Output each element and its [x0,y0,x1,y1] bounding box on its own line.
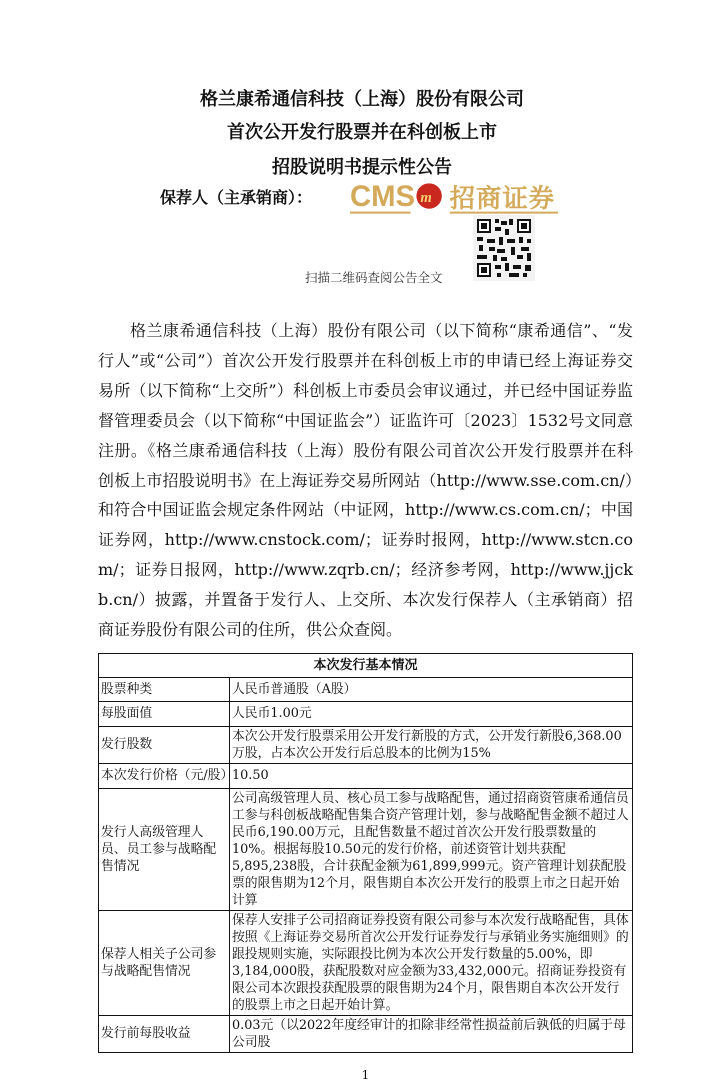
row-value: 公司高级管理人员、核心员工参与战略配售，通过招商资管康希通信员工参与科创板战略配售集合资产管理计划，参与战略配售金额不超过人民币6,190.00万元，且配售数量不超过首次公开发行股票数量的10%。根据每股10.50元的发行价格，前述资管计划共获配5,895,238股，合计获配金额为61,899,999元。资产管理计划获配股票的限售期为12个月，限售期自本次公开发行的股票上市之日起开始计算 [230,788,633,910]
title-line-1: 格兰康希通信科技（上海）股份有限公司 [200,89,524,110]
announcement-paragraph: 格兰康希通信科技（上海）股份有限公司（以下简称“康希通信”、“发行人”或“公司”）首次公开发行股票并在科创板上市的申请已经上海证券交易所（以下简称“上交所”）科创板上市委员会审议通过，并已经中国证券监督管理委员会（以下简称“中国证监会”）证监许可〔2023〕1532号文同意注册。《格兰康希通信科技（上海）股份有限公司首次公开发行股票并在科创板上市招股说明书》在上海证券交易所网站（http://www.sse.com.cn/）和符合中国证监会规定条件网站（中证网，http://www.cs.com.cn/；中国证券网，http://www.cnstock.com/；证券时报网，http://www.stcn.com/；证券日报网，http://www.zqrb.cn/；经济参考网，http://www.jjckb.cn/）披露，并置备于发行人、上交所、本次发行保荐人（主承销商）招商证券股份有限公司的住所，供公众查阅。 [98,321,633,640]
table-row [99,1015,633,1052]
table-row [99,677,633,701]
table-row [99,726,633,763]
row-value: 人民币1.00元 [230,701,633,726]
table-title: 本次发行基本情况 [99,653,633,677]
title-line-2: 首次公开发行股票并在科创板上市 [227,122,497,143]
row-label: 每股面值 [99,701,230,726]
row-value: 保荐人安排子公司招商证券投资有限公司参与本次发行战略配售，具体按照《上海证券交易所首次公开发行证券发行与承销业务实施细则》的跟投规则实施，实际跟投比例为本次公开发行数量的5.00%，即3,184,000股，获配股数对应金额为33,432,000元。招商证券投资有限公司本次跟投获配股票的限售期为24个月，限售期自本次公开发行的股票上市之日起开始计算。 [230,910,633,1015]
table-row [99,701,633,726]
document-body [98,316,633,1083]
row-value: 0.03元（以2022年度经审计的扣除非经常性损益前后孰低的归属于母公司股 [230,1015,633,1052]
sponsor-label: 保荐人（主承销商）： [160,188,313,207]
row-value: 10.50 [230,763,633,788]
logo-cn-text: 招商证券 [449,182,556,213]
row-label: 股票种类 [99,677,230,701]
page-number: 1 [361,1067,370,1082]
row-value: 人民币普通股（A股） [230,677,633,701]
row-label: 本次发行价格（元/股） [99,763,230,788]
qr-caption: 扫描二维码查阅公告全文 [305,270,443,285]
row-label: 保荐人相关子公司参与战略配售情况 [99,910,230,1015]
svg-text:m: m [420,189,432,206]
qr-code-icon[interactable] [473,215,535,281]
table-row [99,788,633,910]
title-line-3: 招股说明书提示性公告 [272,157,452,178]
row-label: 发行前每股收益 [99,1015,230,1052]
logo-latin-text: CMS [350,180,416,213]
row-label: 发行人高级管理人员、员工参与战略配售情况 [99,788,230,910]
offering-info-table [98,653,633,1053]
cms-logo [350,180,560,214]
table-row [99,763,633,788]
row-label: 发行股数 [99,726,230,763]
table-row [99,910,633,1015]
row-value: 本次公开发行股票采用公开发行新股的方式，公开发行新股6,368.00万股，占本次公开发行后总股本的比例为15% [230,726,633,763]
